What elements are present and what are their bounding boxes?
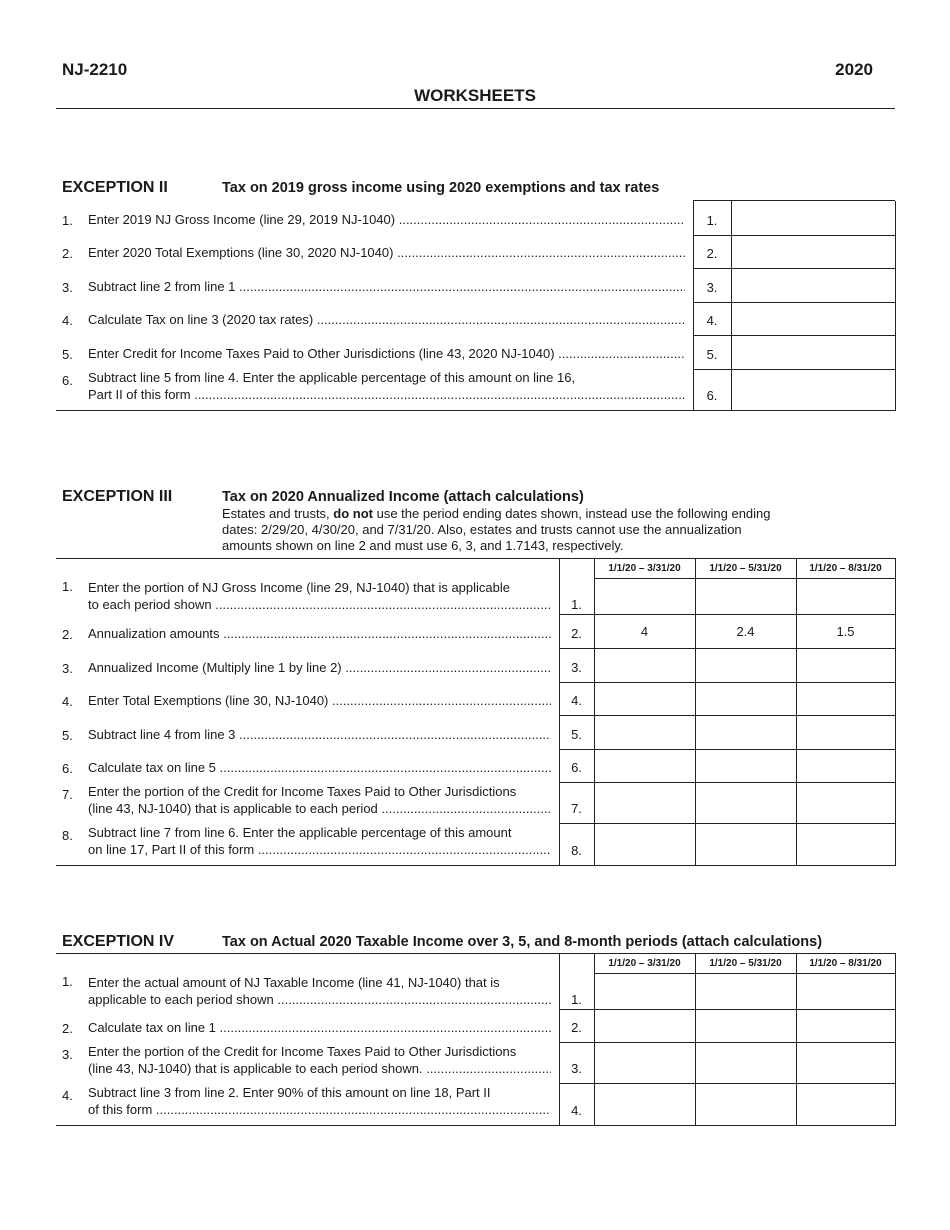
line-description: Enter 2019 NJ Gross Income (line 29, 2019 NJ-1040) ..... [88,211,685,228]
annualization-value: 2.4 [695,615,796,649]
exception3-line8-col1[interactable] [594,824,695,866]
exception2-table [56,200,896,411]
line-number: 3. [62,1046,73,1062]
exception3-row-4 [56,683,895,716]
exception2-title: Tax on 2019 gross income using 2020 exemptions and tax rates [222,180,660,196]
exception3-label: EXCEPTION III [62,488,173,505]
line-description: Annualized Income (Multiply line 1 by line 2) ..... [88,659,551,676]
exception4-line3-col1[interactable] [594,1043,695,1084]
exception3-line8-col2[interactable] [695,824,796,866]
line-ref: 4. [559,683,594,716]
column-header: 1/1/20 – 8/31/20 [796,559,895,579]
exception3-line3-col3[interactable] [796,649,895,683]
exception3-line5-col2[interactable] [695,716,796,750]
exception3-row-6 [56,750,895,783]
exception3-title: Tax on 2020 Annualized Income (attach calculations) [222,489,584,505]
exception4-row-4 [56,1084,895,1126]
line-ref: 5. [559,716,594,750]
line-number: 4. [62,693,73,709]
line-number: 4. [56,1084,88,1126]
line-description: Annualization amounts ..... [88,625,551,642]
line-description-cont: applicable to each period shown ..... [88,991,551,1008]
exception2-line4-input[interactable] [731,302,895,335]
exception3-line1-col3[interactable] [796,579,895,615]
line-ref: 4. [693,302,731,335]
exception4-line2-col1[interactable] [594,1010,695,1043]
exception2-line3-input[interactable] [731,268,895,302]
exception4-line4-col1[interactable] [594,1084,695,1126]
exception3-row-5 [56,716,895,750]
line-number: 6. [62,760,73,776]
exception2-line6-input[interactable] [731,369,895,411]
exception3-row-1 [56,579,895,615]
exception4-line4-col2[interactable] [695,1084,796,1126]
line-description: Subtract line 5 from line 4. Enter the applicable percentage of this amount on line 16, [88,370,576,385]
exception3-line4-col3[interactable] [796,683,895,716]
line-description: Enter the actual amount of NJ Taxable Income (line 41, NJ-1040) that is [88,974,500,990]
line-ref: 1. [559,579,594,615]
column-header: 1/1/20 – 8/31/20 [796,954,895,974]
exception4-line3-col3[interactable] [796,1043,895,1084]
line-description: Subtract line 2 from line 1 ..... [88,278,685,295]
exception2-line1-input[interactable] [731,201,895,235]
exception3-line6-col2[interactable] [695,750,796,783]
line-description: Subtract line 4 from line 3 ..... [88,726,551,743]
note-emphasis: do not [333,506,373,521]
exception3-line4-col2[interactable] [695,683,796,716]
column-header: 1/1/20 – 5/31/20 [695,559,796,579]
exception2-row-2 [56,235,895,268]
exception3-row-3 [56,649,895,683]
exception3-note [222,506,782,554]
line-ref: 2. [559,615,594,649]
line-ref: 1. [559,974,594,1010]
exception4-table [56,953,896,1126]
column-header: 1/1/20 – 3/31/20 [594,954,695,974]
line-ref: 3. [559,649,594,683]
exception3-line4-col1[interactable] [594,683,695,716]
line-description-cont: Part II of this form ..... [88,386,685,403]
exception4-line1-col3[interactable] [796,974,895,1010]
exception4-row-2 [56,1010,895,1043]
line-ref: 4. [559,1084,594,1126]
exception3-table [56,558,896,866]
exception2-row-3 [56,268,895,302]
line-description: Enter the portion of NJ Gross Income (line 29, NJ-1040) that is applicable [88,579,510,595]
exception4-title: Tax on Actual 2020 Taxable Income over 3, 5, and 8-month periods (attach calculations) [222,934,823,950]
exception2-line5-input[interactable] [731,335,895,369]
line-ref: 3. [693,268,731,302]
column-header: 1/1/20 – 5/31/20 [695,954,796,974]
exception2-line2-input[interactable] [731,235,895,268]
line-ref: 2. [693,235,731,268]
header-divider [56,108,895,109]
line-ref: 1. [693,201,731,235]
line-description: Calculate Tax on line 3 (2020 tax rates) ..... [88,311,685,328]
exception3-line7-col3[interactable] [796,783,895,824]
line-description-cont: of this form ..... [88,1101,551,1118]
line-ref: 5. [693,335,731,369]
note-text: use the period ending dates shown, instead use the following ending dates: 2/29/20, 4/30/20, and 7/31/20. Also, estates and trusts cannot use the annualization amounts shown on line 2 and must use 6, 3, and 1.7143, respectively. [222,506,771,553]
exception4-line4-col3[interactable] [796,1084,895,1126]
exception3-line6-col1[interactable] [594,750,695,783]
line-description: Enter the portion of the Credit for Income Taxes Paid to Other Jurisdictions [88,783,517,799]
line-number: 1. [62,578,73,594]
column-header: 1/1/20 – 3/31/20 [594,559,695,579]
exception3-line1-col2[interactable] [695,579,796,615]
exception2-row-6 [56,369,895,411]
line-number: 5. [62,727,73,743]
exception3-row-7 [56,783,895,824]
line-description: Calculate tax on line 1 ..... [88,1019,551,1036]
exception4-row-3 [56,1043,895,1084]
line-number: 6. [56,369,88,411]
line-ref: 6. [693,369,731,411]
line-number: 7. [62,786,73,802]
exception3-line5-col1[interactable] [594,716,695,750]
line-ref: 7. [559,783,594,824]
tax-year: 2020 [835,60,873,79]
line-description: Enter Total Exemptions (line 30, NJ-1040) ..... [88,692,551,709]
exception2-label: EXCEPTION II [62,179,168,196]
line-number: 3. [62,660,73,676]
line-description: Enter Credit for Income Taxes Paid to Other Jurisdictions (line 43, 2020 NJ-1040) ..... [88,345,685,362]
exception4-line1-col2[interactable] [695,974,796,1010]
line-number: 2. [62,1020,73,1036]
line-description: Calculate tax on line 5 ..... [88,759,551,776]
line-ref: 2. [559,1010,594,1043]
exception3-line3-col2[interactable] [695,649,796,683]
annualization-value: 4 [594,615,695,649]
line-description-cont: on line 17, Part II of this form ..... [88,841,551,858]
form-id: NJ-2210 [62,60,128,79]
exception3-line3-col1[interactable] [594,649,695,683]
exception4-line2-col2[interactable] [695,1010,796,1043]
line-description: Enter the portion of the Credit for Income Taxes Paid to Other Jurisdictions [88,1043,517,1059]
exception4-label: EXCEPTION IV [62,933,175,950]
line-number: 4. [62,313,73,328]
exception3-line1-col1[interactable] [594,579,695,615]
line-description: Subtract line 3 from line 2. Enter 90% of this amount on line 18, Part II [88,1084,491,1100]
exception2-row-4 [56,302,895,335]
exception3-line6-col3[interactable] [796,750,895,783]
exception4-column-headers [56,954,895,974]
exception4-line3-col2[interactable] [695,1043,796,1084]
line-description: Enter 2020 Total Exemptions (line 30, 2020 NJ-1040) ..... [88,244,685,261]
exception2-row-5 [56,335,895,369]
exception3-line8-col3[interactable] [796,824,895,866]
exception4-line2-col3[interactable] [796,1010,895,1043]
line-number: 5. [62,347,73,362]
exception3-column-headers [56,559,895,579]
line-number: 3. [62,280,73,295]
line-ref: 8. [559,824,594,866]
exception3-row-8 [56,824,895,866]
line-number: 1. [62,973,73,989]
line-description-cont: (line 43, NJ-1040) that is applicable to each period ..... [88,800,551,817]
line-number: 2. [62,626,73,642]
line-description-cont: (line 43, NJ-1040) that is applicable to each period shown. ..... [88,1060,551,1077]
line-ref: 6. [559,750,594,783]
exception4-line1-col1[interactable] [594,974,695,1010]
annualization-value: 1.5 [796,615,895,649]
exception2-row-1 [56,201,895,235]
line-number: 1. [62,213,73,228]
exception3-row-2 [56,615,895,649]
line-number: 8. [56,824,88,866]
exception4-row-1 [56,974,895,1010]
line-description-cont: to each period shown ..... [88,596,551,613]
page-title: WORKSHEETS [414,86,536,105]
line-number: 2. [62,246,73,261]
line-ref: 3. [559,1043,594,1084]
exception3-line5-col3[interactable] [796,716,895,750]
exception3-line7-col2[interactable] [695,783,796,824]
exception3-line7-col1[interactable] [594,783,695,824]
note-text: Estates and trusts, [222,506,334,521]
line-description: Subtract line 7 from line 6. Enter the applicable percentage of this amount [88,824,512,840]
